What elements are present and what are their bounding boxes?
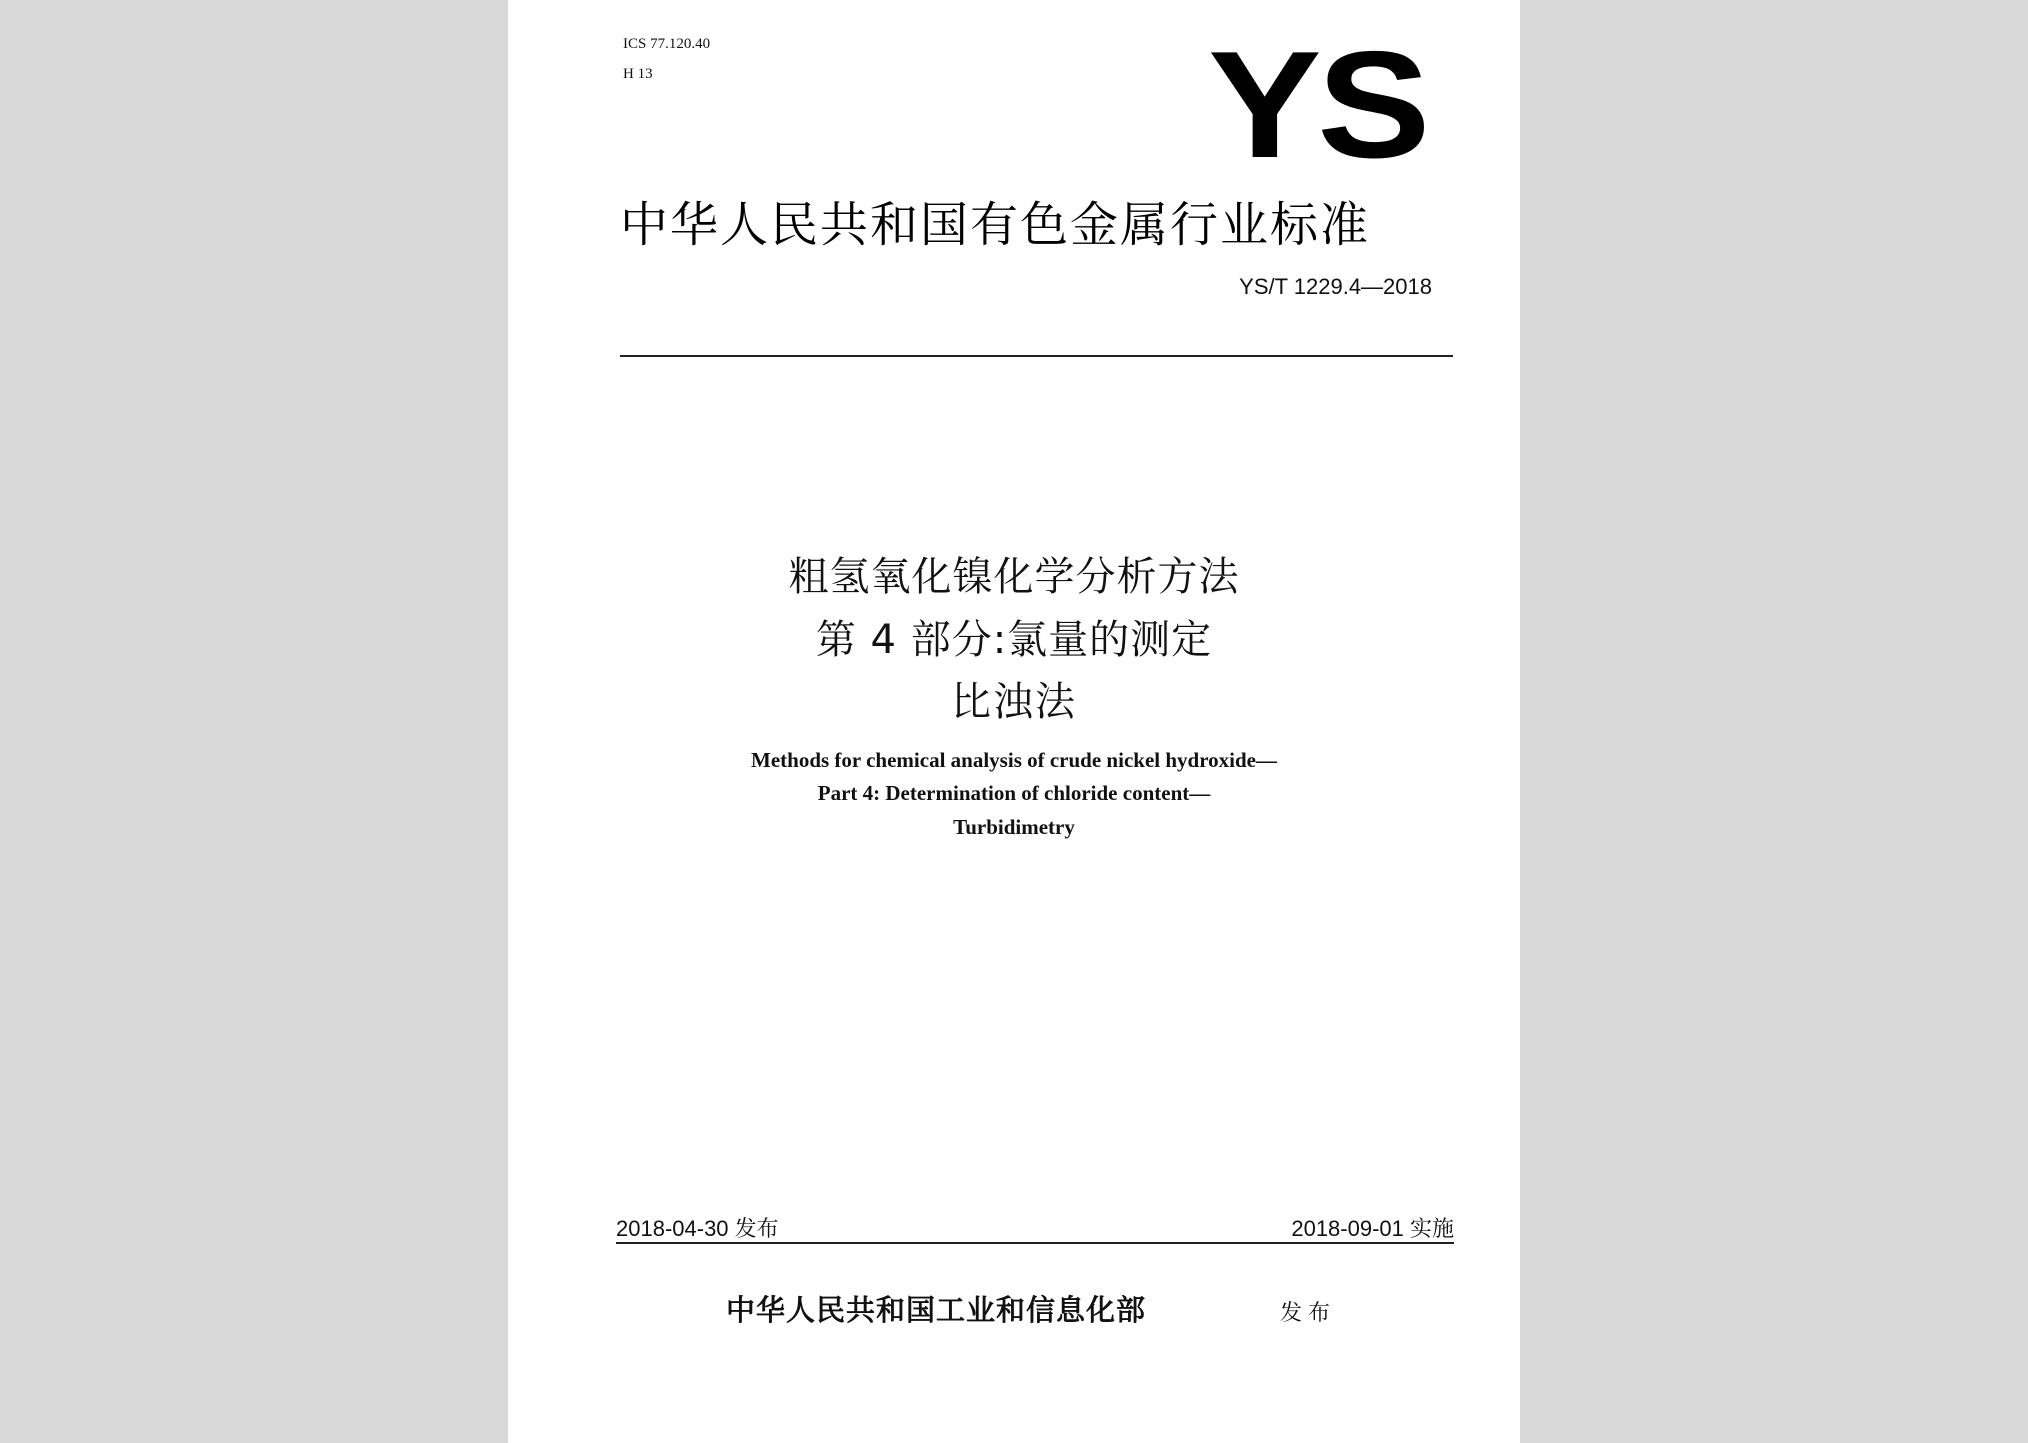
issue-label: 发布: [1280, 1301, 1337, 1326]
title-zh-line3: 比浊法: [951, 679, 1077, 725]
title-en-line2: Part 4: Determination of chloride content—: [817, 781, 1211, 805]
title-en-line3: Turbidimetry: [953, 815, 1075, 839]
standard-code: YS/T 1229.4—2018: [1239, 274, 1432, 299]
footer-divider: [616, 1242, 1454, 1244]
standard-name: 中华人民共和国有色金属行业标准: [620, 197, 1371, 253]
ccs-code: H 13: [623, 66, 653, 82]
issue-date: 2018-04-30 发布: [616, 1216, 779, 1241]
header-divider: [620, 355, 1453, 357]
document-page: [508, 0, 1520, 1443]
title-en-line1: Methods for chemical analysis of crude nickel hydroxide—: [751, 748, 1277, 772]
ys-logo: YS: [1208, 20, 1427, 190]
title-zh-line1: 粗氢氧化镍化学分析方法: [788, 554, 1240, 600]
issuing-authority: 中华人民共和国工业和信息化部: [726, 1293, 1147, 1327]
implementation-date: 2018-09-01 实施: [1291, 1216, 1454, 1241]
ics-code: ICS 77.120.40: [623, 36, 711, 52]
title-zh-line2: 第 4 部分:氯量的测定: [815, 617, 1213, 663]
